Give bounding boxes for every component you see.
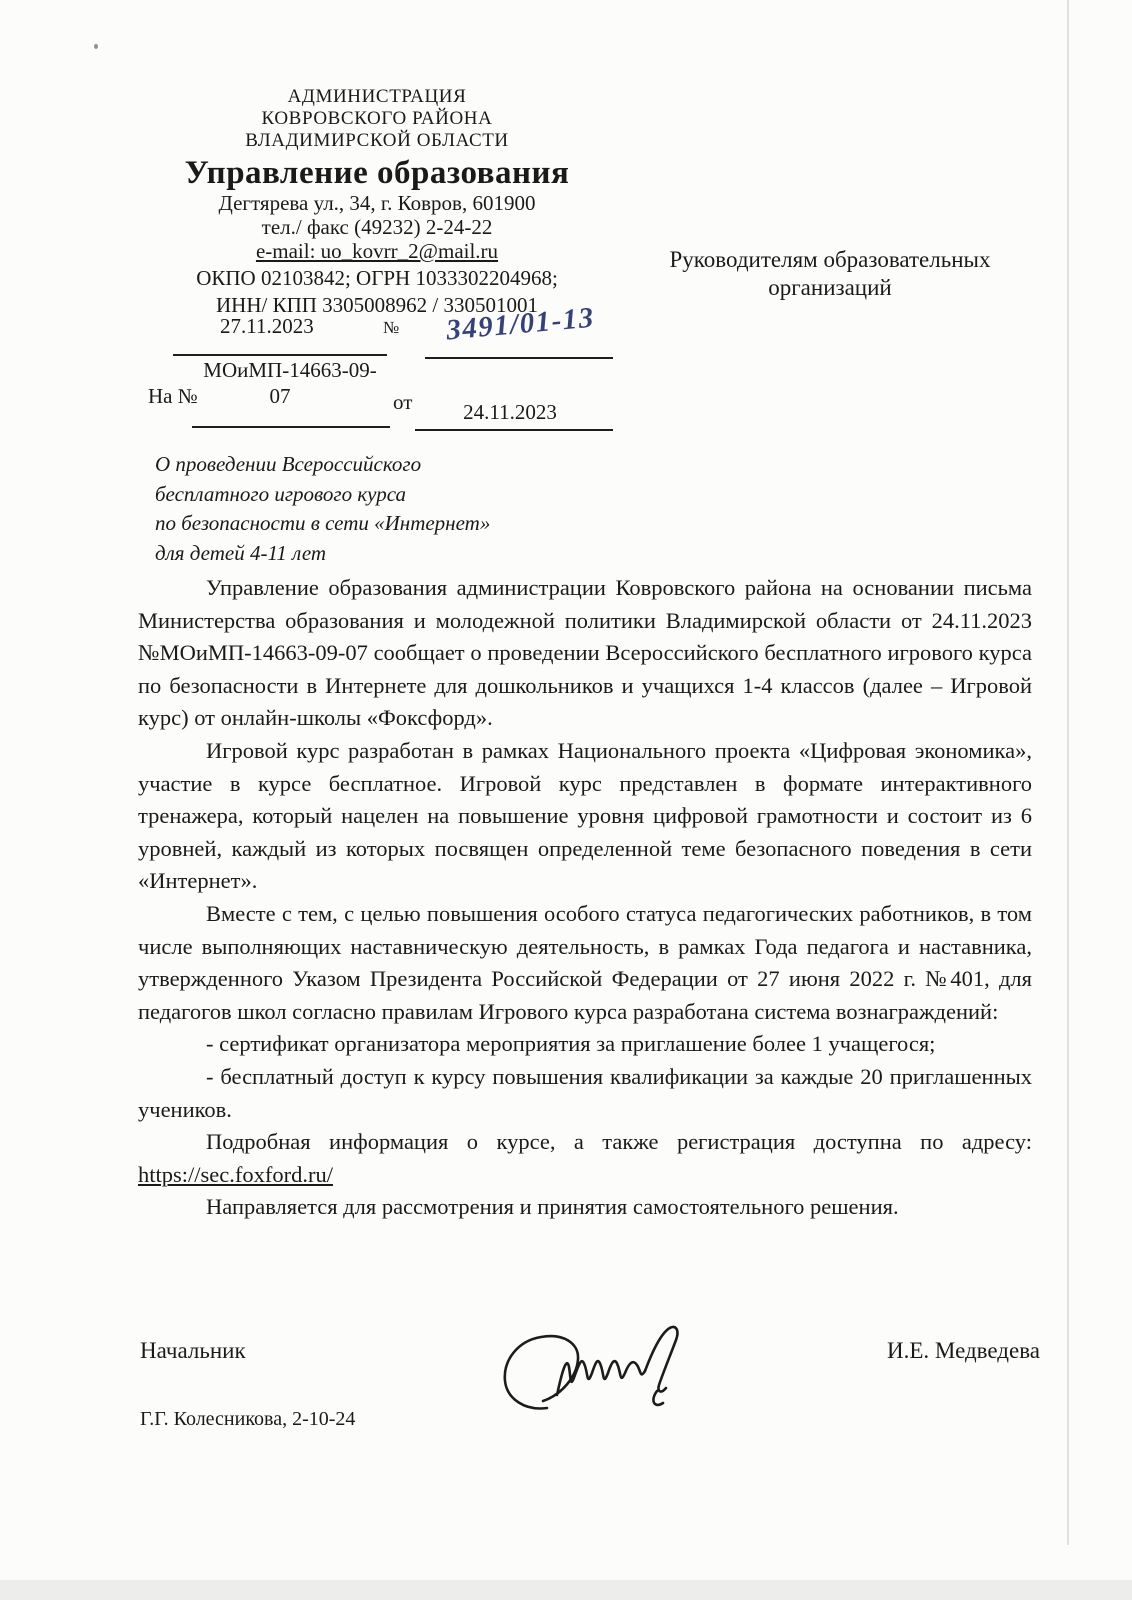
body-paragraph-info <box>138 1126 1032 1191</box>
subject-line4: для детей 4-11 лет <box>155 540 327 565</box>
ref-date: 24.11.2023 <box>463 400 557 424</box>
postal-address: Дегтярева ул., 34, г. Ковров, 601900 <box>218 191 536 215</box>
signer-name: И.Е. Медведева <box>887 1338 1040 1363</box>
ref-from-label: от <box>393 390 413 414</box>
date-underline <box>173 354 387 356</box>
subject-block <box>155 450 575 568</box>
org-name-line2: КОВРОВСКОГО РАЙОНА <box>261 108 493 129</box>
letter-date: 27.11.2023 <box>220 314 314 338</box>
recipient-block <box>618 246 1042 302</box>
org-name-line1: АДМИНИСТРАЦИЯ <box>287 86 467 107</box>
subject-line2: бесплатного игрового курса <box>155 481 406 506</box>
inn-kpp-codes: ИНН/ КПП 3305008962 / 330501001 <box>215 292 538 317</box>
ref-label: На № <box>148 384 198 408</box>
number-underline <box>425 357 613 359</box>
course-url: https://sec.foxford.ru/ <box>138 1161 333 1187</box>
ref-date-underline <box>415 429 613 431</box>
body-list-item-2: - бесплатный доступ к курсу повышения квалификации за каждые 20 приглашенных учеников. <box>138 1063 1032 1122</box>
body-paragraph-2: Игровой курс разработан в рамках Национального проекта «Цифровая экономика», участие в курсе бесплатное. Игровой курс представлен в формате интерактивного тренажера, который нацелен на повышение уровня цифровой грамотности и состоит из 6 уровней, каждый из которых посвящен определенной теме безопасного поведения в сети «Интернет». <box>138 737 1032 894</box>
okpo-ogrn-codes: ОКПО 02103842; ОГРН 1033302204968; <box>196 266 558 290</box>
scan-edge-line <box>1067 0 1069 1545</box>
number-sign: № <box>383 318 400 337</box>
ref-number-line1: МОиМП-14663-09- <box>203 358 377 382</box>
executor-info: Г.Г. Колесникова, 2-10-24 <box>140 1408 356 1430</box>
scan-bottom-band <box>0 1580 1132 1600</box>
scan-speck <box>94 44 98 49</box>
body-list-item-1: - сертификат организатора мероприятия за приглашение более 1 учащегося; <box>206 1031 936 1057</box>
recipient-line1: Руководителям образовательных <box>669 247 991 272</box>
ref-number-underline <box>192 426 390 428</box>
sender-letterhead <box>140 86 614 316</box>
position-title: Начальник <box>140 1338 246 1363</box>
ref-number-line2: 07 <box>269 384 291 408</box>
body-paragraph-1: Управление образования администрации Ковровского района на основании письма Министерства образования и молодежной политики Владимирской области от 24.11.2023 №МОиМП-14663-09-07 сообщает о проведении Всероссийского бесплатного игрового курса по безопасности в Интернете для дошкольников и учащихся 1-4 классов (далее – Игровой курс) от онлайн-школы «Фоксфорд». <box>138 575 1032 731</box>
body-paragraph-closing: Направляется для рассмотрения и принятия самостоятельного решения. <box>206 1194 899 1220</box>
info-text: Подробная информация о курсе, а также регистрация доступна по адресу: <box>206 1129 1032 1155</box>
phone-fax: тел./ факс (49232) 2-24-22 <box>261 215 493 239</box>
department-name: Управление образования <box>184 155 570 191</box>
subject-line3: по безопасности в сети «Интернет» <box>155 511 491 535</box>
recipient-line2: организаций <box>768 275 892 300</box>
handwritten-signature <box>495 1303 710 1418</box>
email-address: e-mail: uo_kovrr_2@mail.ru <box>255 239 499 263</box>
outgoing-number-handwritten: 3491/01-13 <box>444 301 596 347</box>
body-paragraph-3: Вместе с тем, с целью повышения особого статуса педагогических работников, в том числе выполняющих наставническую деятельность, в рамках Года педагога и наставника, утвержденного Указом Президента Российской Федерации от 27 июня 2022 г. №401, для педагогов школ согласно правилам Игрового курса разработана система вознаграждений: <box>138 900 1032 1024</box>
letter-body <box>138 572 1032 1224</box>
org-name-line3: ВЛАДИМИРСКОЙ ОБЛАСТИ <box>245 130 509 151</box>
subject-line1: О проведении Всероссийского <box>155 452 422 476</box>
